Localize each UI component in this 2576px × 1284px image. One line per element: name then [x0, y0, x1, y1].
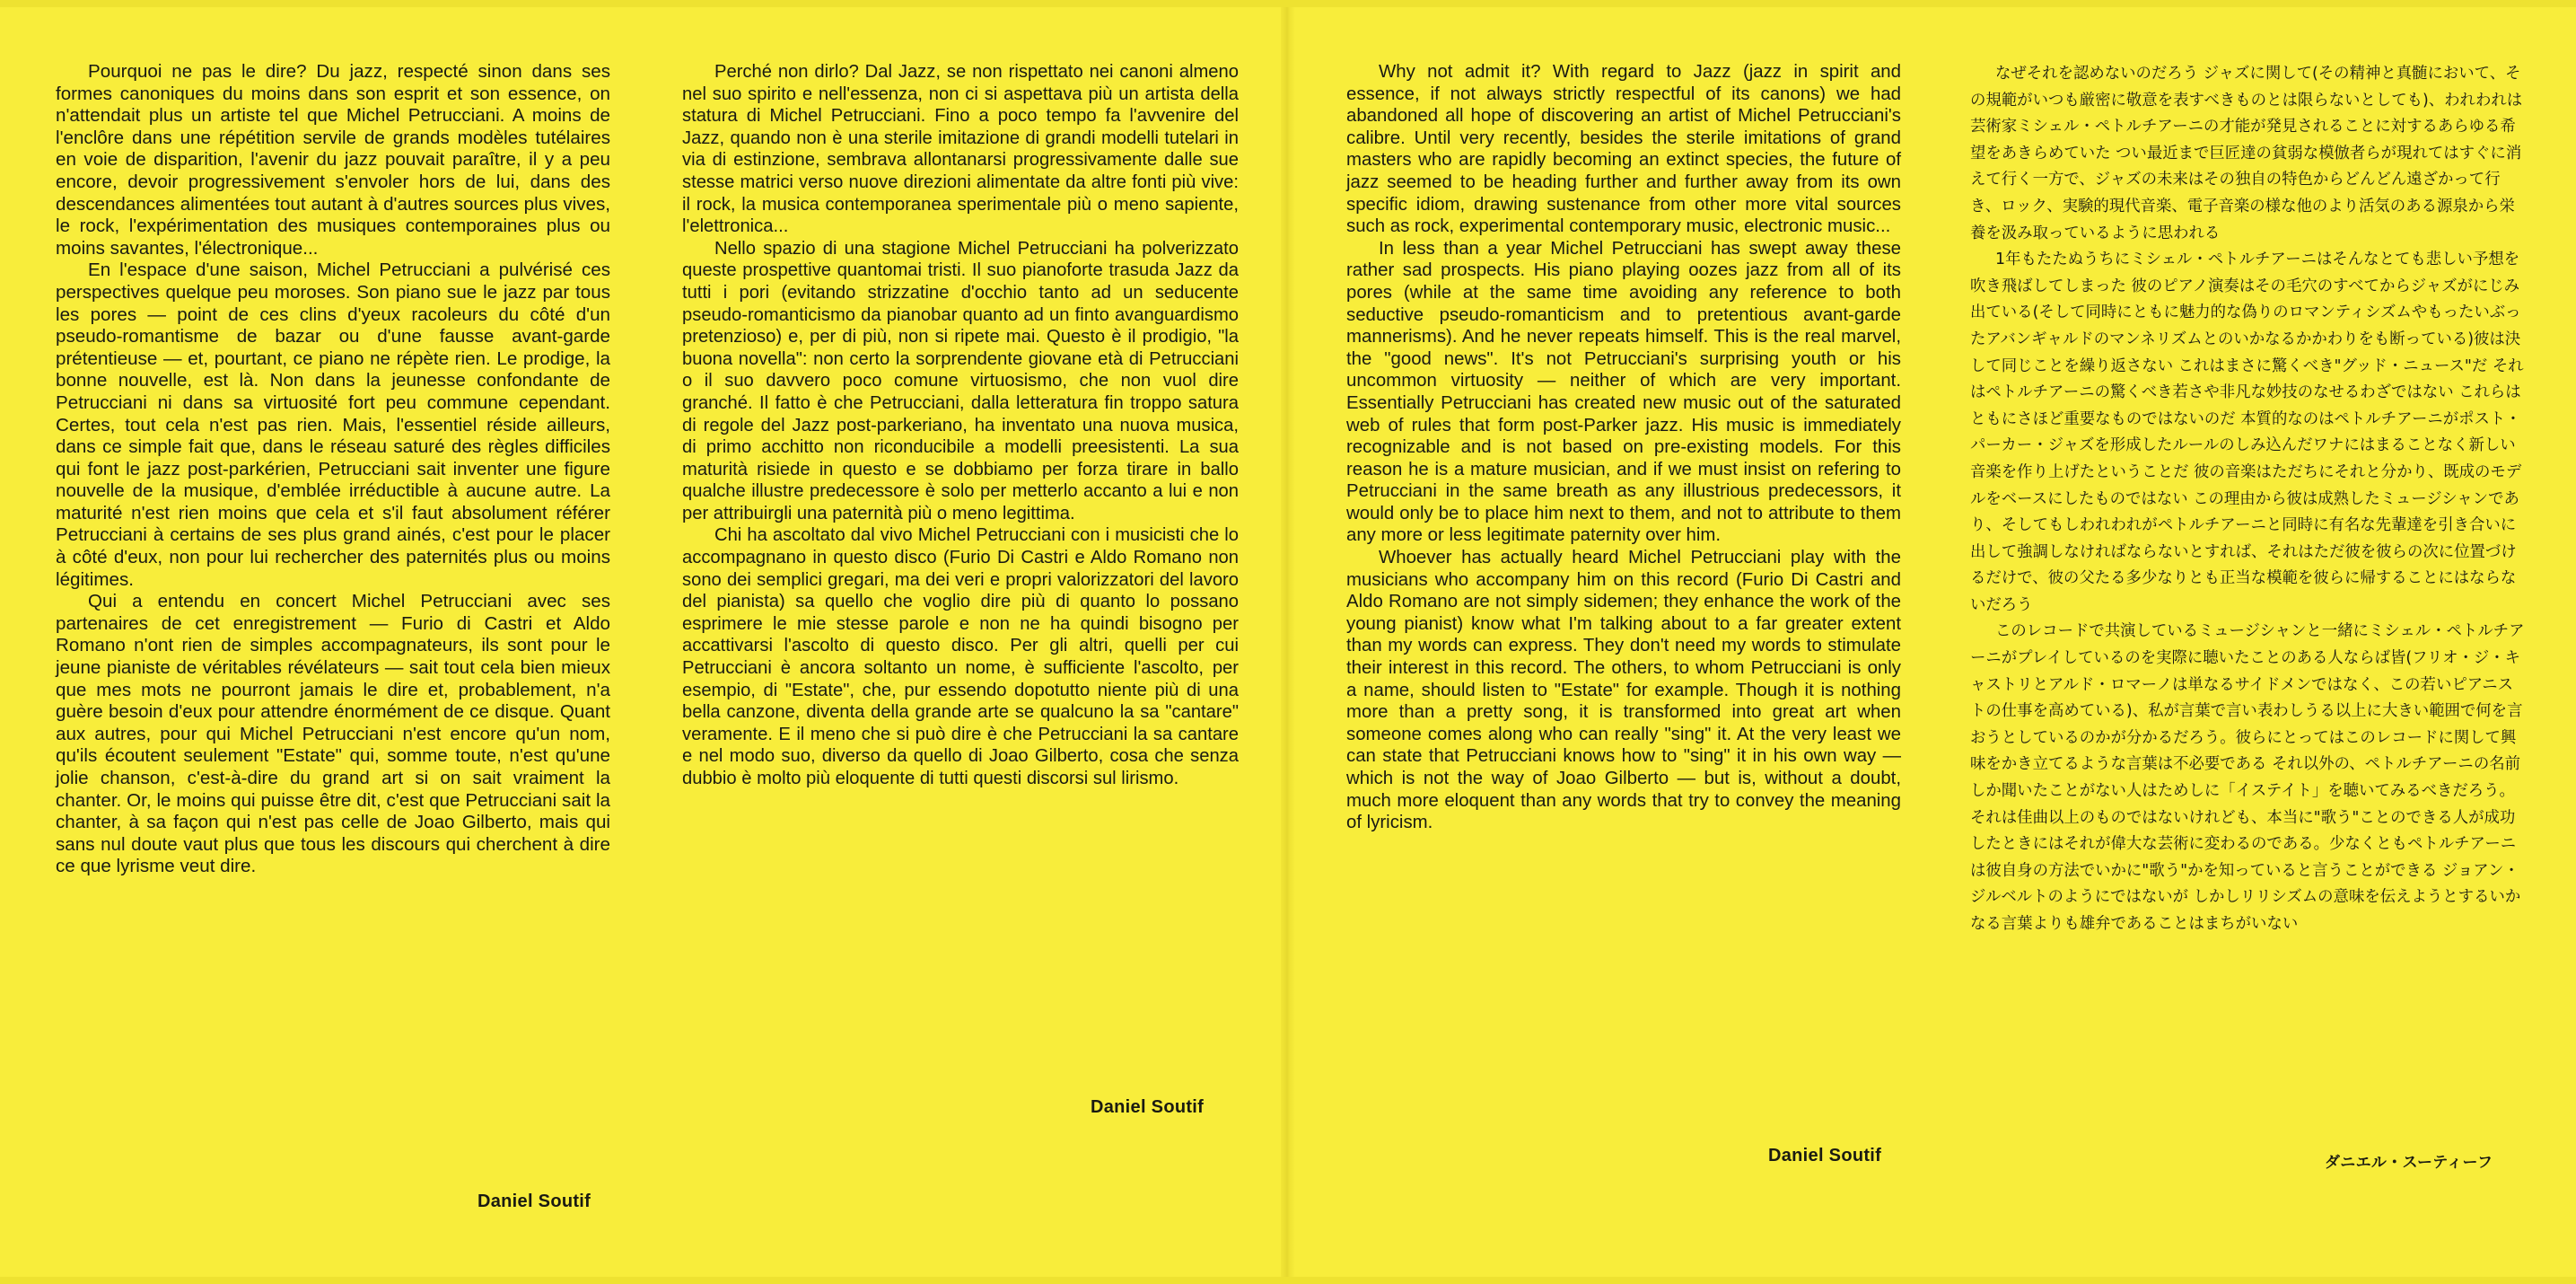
french-paragraph: Qui a entendu en concert Michel Petrucciani avec ses partenaires de cet enregistrement — Furio di Castri et Aldo Romano n'ont rien de simples accompagnateurs, ils sont pour le jeune pianiste de véritables révélateurs — sait tout cela bien mieux que mes mots ne pourront jamais le dire et, probablement, n'a guère besoin d'eux pour attendre énormément de ce disque. Quant aux autres, pour qui Michel Petrucciani n'est encore qu'un nom, qu'ils écoutent seulement "Estate" qui, somme toute, n'est qu'une jolie chanson, c'est-à-dire du grand art si on sait vraiment la chanter. Or, le moins qui puisse être dit, c'est que Petrucciani sait la chanter, à sa façon qui n'est pas celle de Joao Gilberto, mais qui sans nul doute vaut plus que tous les discours qui cherchent à dire ce que lyrisme veut dire.: [56, 591, 610, 877]
french-paragraph: Pourquoi ne pas le dire? Du jazz, respecté sinon dans ses formes canoniques du moins dans son esprit et son essence, on n'attendait plus un artiste tel que Michel Petrucciani. A moins de l'enclôre dans une répétition servile de grands modèles tutélaires en voie de disparition, l'avenir du jazz pouvait paraître, il y a peu encore, devoir progressivement s'envoler hors de lui, dans des descendances alimentées tout autant à d'autres sources plus vives, le rock, l'expérimentation des musiques contemporaines plus ou moins savantes, l'électronique...: [56, 61, 610, 259]
japanese-paragraph: 1年もたたぬうちにミシェル・ペトルチアーニはそんなとても悲しい予想を吹き飛ばしてしまった 彼のピアノ演奏はその毛穴のすべてからジャズがにじみ出ている(そして同時にともに魅力的な偽りのロマンティシズムやもったいぶったアバンギャルドのマンネリズムとのいかなるかかわりをも断っている)彼は決して同じことを繰り返さない これはまさに驚くべき"グッド・ニュース"だ それはペトルチアーニの驚くべき若さや非凡な妙技のなせるわざではない これらはともにさほど重要なものではないのだ 本質的なのはペトルチアーニがポスト・パーカー・ジャズを形成したルールのしみ込んだワナにはまることなく新しい音楽を作り上げたということだ 彼の音楽はただちにそれと分かり、既成のモデルをベースにしたものではない この理由から彼は成熟したミュージシャンであり、そしてもしわれわれがペトルチアーニと同時に有名な先輩達を引き合いに出して強調しなければならないとすれば、それはただ彼を彼らの次に位置づけるだけで、彼の父たる多少なりとも正当な模範を彼らに帰することにはならないだろう: [1970, 251, 2524, 614]
japanese-text-column: [1970, 61, 2527, 938]
italian-paragraph: Nello spazio di una stagione Michel Petrucciani ha polverizzato queste prospettive quantomai tristi. Il suo pianoforte trasuda Jazz da tutti i pori (evitando strizzatine d'occhio tanto ad un seducente pseudo-romanticismo da pianobar quanto ad un finto avanguardismo pretenzioso) e, per di più, non si ripete mai. Questo è il prodigio, "la buona novella": non certo la sorprendente giovane età di Petrucciani o il suo davvero poco comune virtuosismo, che non vuol dire granché. Il fatto è che Petrucciani, dalla letteratura fin troppo satura di regole del Jazz post-parkeriano, ha inventato una nuova musica, di primo acchitto non riconducibile a modelli preesistenti. La sua maturità risiede in questo e se dobbiamo per forza tirare in ballo qualche illustre predecessore è solo per metterlo accanto a lui e non per attribuirgli una paternità più o meno legittima.: [682, 238, 1239, 523]
french-paragraph: En l'espace d'une saison, Michel Petrucciani a pulvérisé ces perspectives quelque peu moroses. Son piano sue le jazz par tous les pores — point de ces clins d'yeux racoleurs du côté d'un pseudo-romantisme de bazar ou d'une fausse avant-garde prétentieuse — et, pourtant, ce piano ne répète rien. Le prodige, la bonne nouvelle, est là. Non dans la jeunesse confondante de Petrucciani ni dans sa virtuosité fort peu commune cependant. Certes, tout cela n'est pas rien. Mais, l'essentiel réside ailleurs, dans ce simple fait que, dans le réseau saturé des règles difficiles qui font le jazz post-parkérien, Petrucciani sait inventer une figure nouvelle de la musique, d'emblée irréductible à aucune autre. La maturité n'est rien moins que cela et s'il faut absolument référer Petrucciani à certains de ses plus grand ainés, c'est pour le placer à côté d'eux, non pour lui rechercher des paternités plus ou moins légitimes.: [56, 259, 610, 590]
french-signature: Daniel Soutif: [478, 1192, 591, 1211]
japanese-signature: ダニエル・スーティーフ: [2325, 1154, 2493, 1172]
english-paragraph: Why not admit it? With regard to Jazz (jazz in spirit and essence, if not always strictly respectful of its canons) we had abandoned all hope of discovering an artist of Michel Petrucciani's calibre. Until very recently, besides the sterile imitations of grand masters who are rapidly becoming an extinct species, the future of jazz seemed to be heading further and further away from its own specific idiom, drawing sustenance from other more vital sources such as rock, experimental contemporary music, electronic music...: [1346, 62, 1901, 237]
italian-text-column: [682, 61, 1239, 790]
center-fold: [1281, 0, 1295, 1284]
japanese-paragraph: このレコードで共演しているミュージシャンと一緒にミシェル・ペトルチアーニがプレイしているのを実際に聴いたことのある人ならば皆(フリオ・ジ・キャストリとアルド・ロマーノは単なるサイドメンではなく、この若いピアニストの仕事を高めている)、私が言葉で言い表わしうる以上に大きい範囲で何を言おうとしているのかが分かるだろう。彼らにとってはこのレコードに関して興味をかき立てるような言葉は不必要である それ以外の、ペトルチアーニの名前しか聞いたことがない人はためしに「イステイト」を聴いてみるべきだろう。それは佳曲以上のものではないけれども、本当に"歌う"ことのできる人が成功したときにはそれが偉大な芸術に変わるのである。少なくともペトルチアーニは彼自身の方法でいかに"歌う"かを知っていると言うことができる ジョアン・ジルベルトのようにではないが しかしリリシズムの意味を伝えようとするいかなる言葉よりも雄弁であることはまちがいない: [1970, 622, 2525, 933]
bottom-edge: [0, 1277, 2576, 1284]
english-paragraph: Whoever has actually heard Michel Petrucciani play with the musicians who accompany him on this record (Furio Di Castri and Aldo Romano are not simply sidemen; they enhance the work of the young pianist) know what I'm talking about to a far greater extent than my words can express. They don't need my words to stimulate their interest in this record. The others, to whom Petrucciani is only a name, should listen to "Estate" for example. Though it is nothing more than a pretty song, it is transformed into great art when someone comes along who can really "sing" it. At the very least we can state that Petrucciani knows how to "sing" it in his own way — which is not the way of Joao Gilberto — but is, without a doubt, much more eloquent than any words that try to convey the meaning of lyricism.: [1346, 548, 1901, 833]
french-text-column: [56, 61, 610, 878]
english-text-column: [1346, 61, 1901, 834]
italian-paragraph: Chi ha ascoltato dal vivo Michel Petrucciani con i musicisti che lo accompagnano in questo disco (Furio Di Castri e Aldo Romano non sono dei semplici gregari, ma dei veri e propri valorizzatori del lavoro del pianista) sa quello che voglio dire più di quanto lo possano esprimere le mie stesse parole e non ne ha quindi bisogno per accattivarsi l'ascolto di questo disco. Per gli altri, quelli per cui Petrucciani è ancora soltanto un nome, è sufficiente l'ascolto, per esempio, di "Estate", che, pur essendo dopotutto niente più di una bella canzone, diventa della grande arte se qualcuno la sa "cantare" veramente. E il meno che si può dire è che Petrucciani la sa cantare e nel modo suo, diverso da quello di Joao Gilberto, cosa che senza dubbio è molto più eloquente di tutti questi discorsi sul lirismo.: [682, 525, 1239, 788]
italian-signature: Daniel Soutif: [1091, 1097, 1205, 1117]
italian-paragraph: Perché non dirlo? Dal Jazz, se non rispettato nei canoni almeno nel suo spirito e nell'essenza, non ci si aspettava più un artista della statura di Michel Petrucciani. Fino a poco tempo fa l'avvenire del Jazz, quando non è una sterile imitazione di grandi modelli tutelari in via di estinzione, sembrava allontanarsi progressivamente dalle sue stesse matrici verso nuove direzioni alimentate da altre fonti più vive: il rock, la musica contemporanea sperimentale più o meno sapiente, l'elettronica...: [682, 62, 1239, 237]
top-edge: [0, 0, 2576, 7]
english-signature: Daniel Soutif: [1768, 1146, 1882, 1165]
japanese-paragraph: なぜそれを認めないのだろう ジャズに関して(その精神と真髄において、その規範がいつも厳密に敬意を表すべきものとは限らないとしても)、われわれは芸術家ミシェル・ペトルチアーニの才能が発見されることに対するあらゆる希望をあきらめていた つい最近まで巨匠達の貧弱な模倣者らが現れてはすぐに消えて行く一方で、ジャズの未来はその独自の特色からどんどん遠ざかって行き、ロック、実験的現代音楽、電子音楽の様な他のより活気のある源泉から栄養を汲み取っているように思われる: [1970, 65, 2523, 242]
english-paragraph: In less than a year Michel Petrucciani has swept away these rather sad prospects. His piano playing oozes jazz from all of its pores (while at the same time avoiding any reference to both seductive pseudo-romanticism and to pretentious avant-garde mannerisms). And he never repeats himself. This is the real marvel, the "good news". It's not Petrucciani's surprising youth or his uncommon virtuosity — neither of which are very important. Essentially Petrucciani has created new music out of the saturated web of rules that form post-Parker jazz. His music is immediately recognizable and is not based on pre-existing models. For this reason he is a mature musician, and if we must insist on refering to Petrucciani in the same breath as any illustrious predecessors, it would only be to place him next to them, and not to attribute to them any more or less legitimate paternity over him.: [1346, 238, 1901, 546]
